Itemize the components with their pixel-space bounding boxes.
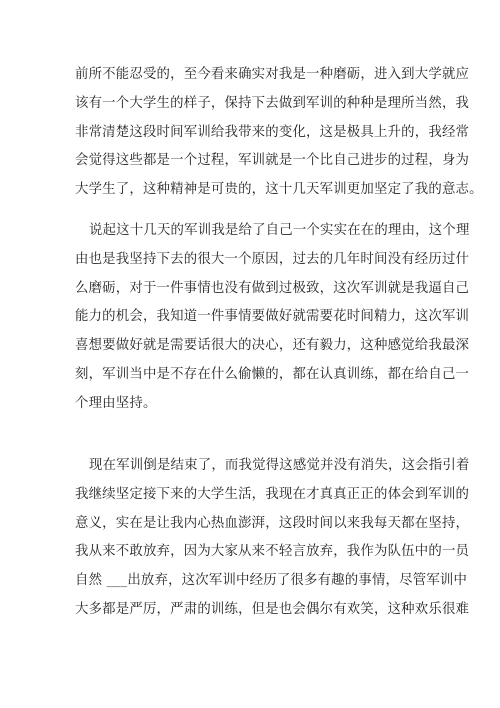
text-line: 么磨砺，对于一件事情也没有做到过极致，这次军训就是我逼自己 xyxy=(75,280,470,296)
text-line: 非常清楚这段时间军训给我带来的变化，这是极具上升的，我经常 xyxy=(75,124,470,140)
text-line: 自然 ___出放弃，这次军训中经历了很多有趣的事情，尽管军训中 xyxy=(75,573,468,589)
text-line: 能力的机会，我知道一件事情要做好就需要花时间精力，这次军训 xyxy=(75,309,470,325)
text-line: 个理由坚持。 xyxy=(75,395,157,411)
text-line: 现在军训倒是结束了，而我觉得这感觉并没有消失，这会指引着 xyxy=(89,458,470,473)
text-line: 我继续坚定接下来的大学生活，我现在才真真正正的体会到军训的 xyxy=(75,486,470,502)
text-line: 前所不能忍受的，至今看来确实对我是一种磨砺，进入到大学就应 xyxy=(75,67,470,82)
text-line: 意义，实在是让我内心热血澎湃，这段时间以来我每天都在坚持， xyxy=(75,515,470,531)
paragraph-2 xyxy=(75,217,470,419)
text-line: 刻，军训当中是不存在什么偷懒的，都在认真训练，都在给自己一 xyxy=(75,366,470,382)
text-line: 喜想要做好就是需要话很大的决心，还有毅力，这种感觉给我最深 xyxy=(75,338,470,354)
text-line: 由也是我坚持下去的很大一个原因，过去的几年时间没有经历过什 xyxy=(75,251,470,267)
text-line: 说起这十几天的军训我是给了自己一个实实在在的理由，这个理 xyxy=(89,223,470,238)
paragraph-1 xyxy=(75,61,483,205)
text-line: 该有一个大学生的样子，保持下去做到军训的种种是理所当然，我 xyxy=(75,95,470,111)
text-line: 我从来不敢放弃，因为大家从来不轻言放弃，我作为队伍中的一员 xyxy=(75,544,470,560)
paragraph-3 xyxy=(75,452,470,625)
text-line: 会觉得这些都是一个过程，军训就是一个比自己进步的过程，身为 xyxy=(75,153,470,169)
text-line: 大学生了，这种精神是可贵的，这十几天军训更加坚定了我的意志。 xyxy=(75,182,483,198)
text-line: 大多都是严厉，严肃的训练，但是也会偶尔有欢笑，这种欢乐很难 xyxy=(75,601,470,617)
